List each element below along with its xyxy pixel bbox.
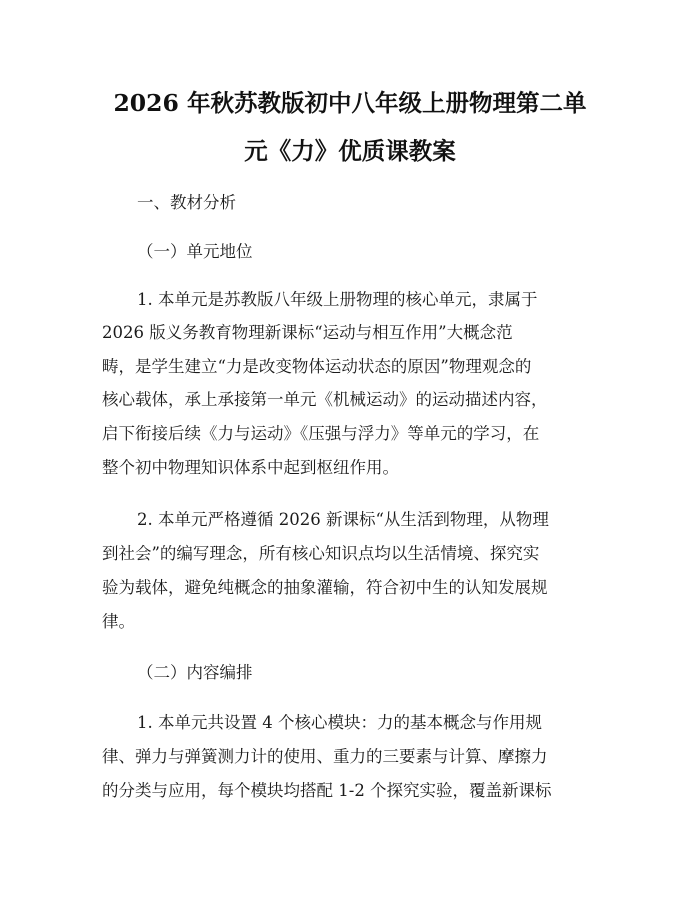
paragraph-1-line-3: 畴，是学生建立“力是改变物体运动状态的原因”物理观念的: [102, 357, 532, 376]
paragraph-2-line-4: 律。: [102, 612, 135, 631]
paragraph-2-line-3: 验为载体，避免纯概念的抽象灌输，符合初中生的认知发展规: [102, 578, 548, 597]
paragraph-3-line-3: 的分类与应用，每个模块均搭配 1-2 个探究实验，覆盖新课标: [102, 781, 552, 800]
subsection-heading-content-arrangement: （二）内容编排: [137, 663, 253, 682]
section-heading-analysis: 一、教材分析: [137, 193, 236, 212]
paragraph-1-line-2: 2026 版义务教育物理新课标“运动与相互作用”大概念范: [102, 323, 513, 342]
paragraph-3-line-2: 律、弹力与弹簧测力计的使用、重力的三要素与计算、摩擦力: [102, 747, 548, 766]
paragraph-2-line-2: 到社会”的编写理念，所有核心知识点均以生活情境、探究实: [102, 544, 540, 563]
document-title-line-2: 元《力》优质课教案: [244, 137, 456, 165]
paragraph-1-line-1: 1. 本单元是苏教版八年级上册物理的核心单元，隶属于: [137, 290, 538, 309]
paragraph-1-line-6: 整个初中物理知识体系中起到枢纽作用。: [102, 458, 399, 477]
paragraph-3-line-1: 1. 本单元共设置 4 个核心模块：力的基本概念与作用规: [137, 713, 542, 732]
paragraph-2-line-1: 2. 本单元严格遵循 2026 新课标“从生活到物理，从物理: [137, 510, 549, 529]
document-title-line-1: 2026 年秋苏教版初中八年级上册物理第二单: [113, 89, 587, 117]
paragraph-1-line-5: 启下衔接后续《力与运动》《压强与浮力》等单元的学习，在: [102, 424, 540, 443]
paragraph-1-line-4: 核心载体，承上承接第一单元《机械运动》的运动描述内容，: [102, 390, 548, 409]
subsection-heading-unit-position: （一）单元地位: [137, 242, 253, 261]
